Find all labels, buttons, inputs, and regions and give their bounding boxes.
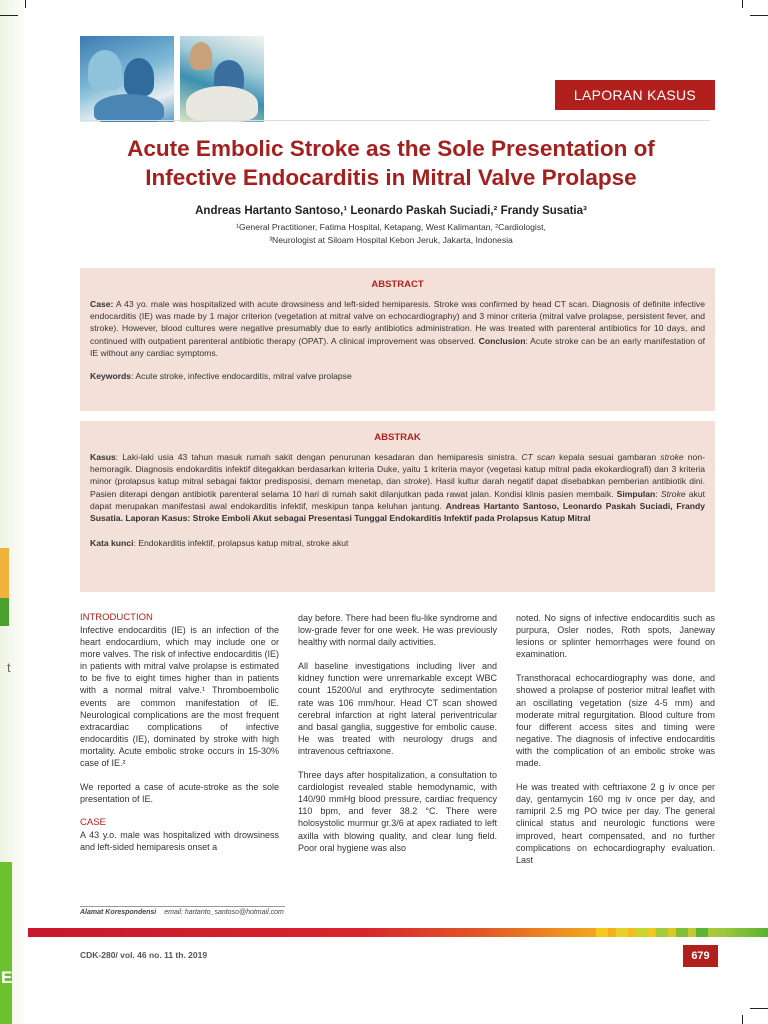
kasus-text: non-hemoragik. Diagnosis endokarditis infektif ditegakkan berdasarkan kriteria Duke, yaitu 1 kriteria mayor (vegetasi katup mitral pada ekokardiografi) dan 3 kriteria minor (prolapsus katup mitral sebagai faktor predisposisi, demam menetap, dan [90,452,705,487]
col3-paragraph-1: noted. No signs of infective endocarditis such as purpura, Osler nodes, Roth spots, Janeway lesions or splinter hemorrhages were found on examination. [516,613,715,660]
margin-edge-letter: E [1,968,13,987]
keywords-label: Keywords [90,371,132,382]
body-column-3 [516,612,715,866]
stroke-term: stroke [660,452,684,462]
kata-kunci [90,537,705,549]
case-heading: CASE [80,817,106,829]
header-rule [80,120,710,121]
margin-letter: t [7,660,11,675]
affiliation-line-1: ¹General Practitioner, Fatima Hospital, Ketapang, West Kalimantan, ²Cardiologist, [236,222,546,232]
article-title [60,134,722,192]
col3-paragraph-2: Transthoracal echocardiography was done, and showed a prolapse of posterior mitral leaflet with an oscillating vegetation (size 4-5 mm) and moderate mitral regurgitation. Blood culture from four different access sites and timing were negative. The diagnosis of infective endocarditis with the complication of an embolic stroke was made. [516,673,715,769]
abstrak-box [80,421,715,592]
abstrak-heading: ABSTRAK [374,432,421,443]
kasus-text: : Laki-laki usia 43 tahun masuk rumah sakit dengan penurunan kesadaran dan hemiparesis sinistra. [115,452,522,462]
title-line-1: Acute Embolic Stroke as the Sole Presentation of [127,136,655,161]
abstract-box [80,268,715,411]
correspondence-label: Alamat Korespondensi [80,909,157,916]
keywords [90,370,705,382]
crop-mark [0,15,18,16]
conclusion-label: Conclusion [478,335,526,346]
kata-kunci-label: Kata kunci [90,538,134,549]
margin-green-tab [0,862,12,1024]
abstract-text [90,298,705,359]
abstrak-text [90,451,705,524]
abstract-heading: ABSTRACT [371,279,424,290]
affiliation-line-2: ³Neurologist at Siloam Hospital Kebon Jeruk, Jakarta, Indonesia [269,235,513,245]
case-label: Case: [90,299,114,309]
conclusion-text: : Acute stroke can be an early manifestation of IE without any cardiac symptoms. [90,335,706,358]
crop-mark [742,0,743,8]
crop-mark [742,1015,743,1024]
keywords-text: : Acute stroke, infective endocarditis, mitral valve prolapse [131,371,352,382]
surgery-photo [80,36,174,122]
crop-mark [750,15,768,16]
intro-paragraph-2: We reported a case of acute-stroke as the sole presentation of IE. [80,782,279,805]
crop-mark [750,1008,768,1009]
margin-yellow-bar [0,548,9,598]
crop-mark [25,0,26,8]
section-badge: LAPORAN KASUS [555,80,715,110]
stroke-term: stroke [403,476,428,487]
col2-paragraph-2: All baseline investigations including liver and kidney function were unremarkable except WBC count 15200/ul and erythrocyte sedimentation rate was 106 mm/hour. Head CT scan showed cerebral infarction at right lateral periventricular and basal ganglia, suggestive for embolic cause. He was treated with neurology drugs and intravenous ceftriaxone. [298,661,497,756]
kasus-text: ). Hasil kultur darah negatif dapat disebabkan pemberian antibiotik dini. Pasien diterapi dengan antibiotik parenteral selama 10 hari di rumah sakit dilanjutkan pada rawat jalan. Kondisi klinis pasien membaik. [90,476,705,499]
ct-scan-term: CT scan [521,452,556,462]
title-line-2: Infective Endocarditis in Mitral Valve Prolapse [145,165,637,190]
simpulan-label: Simpulan [616,488,656,499]
page-number: 679 [683,945,718,967]
journal-citation: CDK-280/ vol. 46 no. 11 th. 2019 [80,950,208,960]
kata-kunci-text: : Endokarditis infektif, prolapsus katup mitral, stroke akut [133,538,349,549]
correspondence-email: email: hartanto_santoso@hotmail.com [164,909,284,916]
correspondence [80,906,285,916]
case-text: A 43 yo. male was hospitalized with acute drowsiness and left-sided hemiparesis. Stroke was confirmed by head CT scan. Diagnosis of definite infective endocarditis (IE) was made by 1 major criterion (vegetation at mitral valve on echocardiography) and 3 minor criteria (mitral valve prolapse, persistent fever, and stroke). However, blood cultures were negative presumably due to early antibiotics administration. He was treated with parenteral antibiotics for 10 days, and continued with outpatient parenteral antibiotic therapy (OPAT). A clinical improvement was observed. [90,299,705,346]
col2-paragraph-3: Three days after hospitalization, a consultation to cardiologist revealed stable hemodynamic, with 140/90 mmHg blood pressure, cardiac frequency 110 bpm, and fever 38.2 °C. There were holosystolic murmur gr.3/6 at apex radiated to left axilla with blowing quality, and clear lung field. Poor oral hygiene was also [298,770,497,853]
authors: Andreas Hartanto Santoso,¹ Leonardo Paskah Suciadi,² Frandy Susatia³ [195,205,587,217]
stroke-term: Stroke [660,488,686,499]
col3-paragraph-3: He was treated with ceftriaxone 2 g iv once per day, gentamycin 160 mg iv once per day, and ramipril 2.5 mg PO twice per day. The general clinical status and neurologic functions were improved, heart compensated, and no further complications on echocardiography evaluation. Last [516,782,715,865]
col2-paragraph-1: day before. There had been flu-like syndrome and low-grade fever for one week. He was previously healthy with normal daily activities. [298,613,497,648]
kasus-text: kepala sesuai gambaran [555,452,661,462]
emergency-photo [180,36,264,122]
simpulan-text: akut dapat merupakan manifestasi awal endokarditis infektif, meskipun tanpa keluhan jantung. [90,488,706,511]
footer-squares [596,928,716,937]
introduction-heading: INTRODUCTION [80,612,153,623]
margin-green-bar [0,598,9,626]
case-paragraph-1: A 43 y.o. male was hospitalized with drowsiness and left-sided hemiparesis onset a [80,830,279,853]
body-column-2 [298,612,497,854]
simpulan-text: : [655,488,661,499]
body-column-1 [80,612,279,854]
citation: Andreas Hartanto Santoso, Leonardo Paskah Suciadi, Frandy Susatia. Laporan Kasus: Stroke Emboli Akut sebagai Presentasi Tunggal Endokarditis Infektif pada Prolapsus Katup Mitral [90,500,706,524]
intro-paragraph-1: Infective endocarditis (IE) is an infection of the heart endocardium, which may include one or more valves. The risk of infective endocarditis (IE) in patients with mitral valve prolapse is estimated to be five to eight times higher than in patients with a normal mitral valve.¹ Thromboembolic events are common manifestation of IE. Neurological complications are the most frequent extracardiac complications of infective endocarditis (IE), dominated by stroke with high mortality. Acute embolic stroke occurs in 15-30% case of IE.² [80,625,279,769]
kasus-label: Kasus [90,452,116,462]
